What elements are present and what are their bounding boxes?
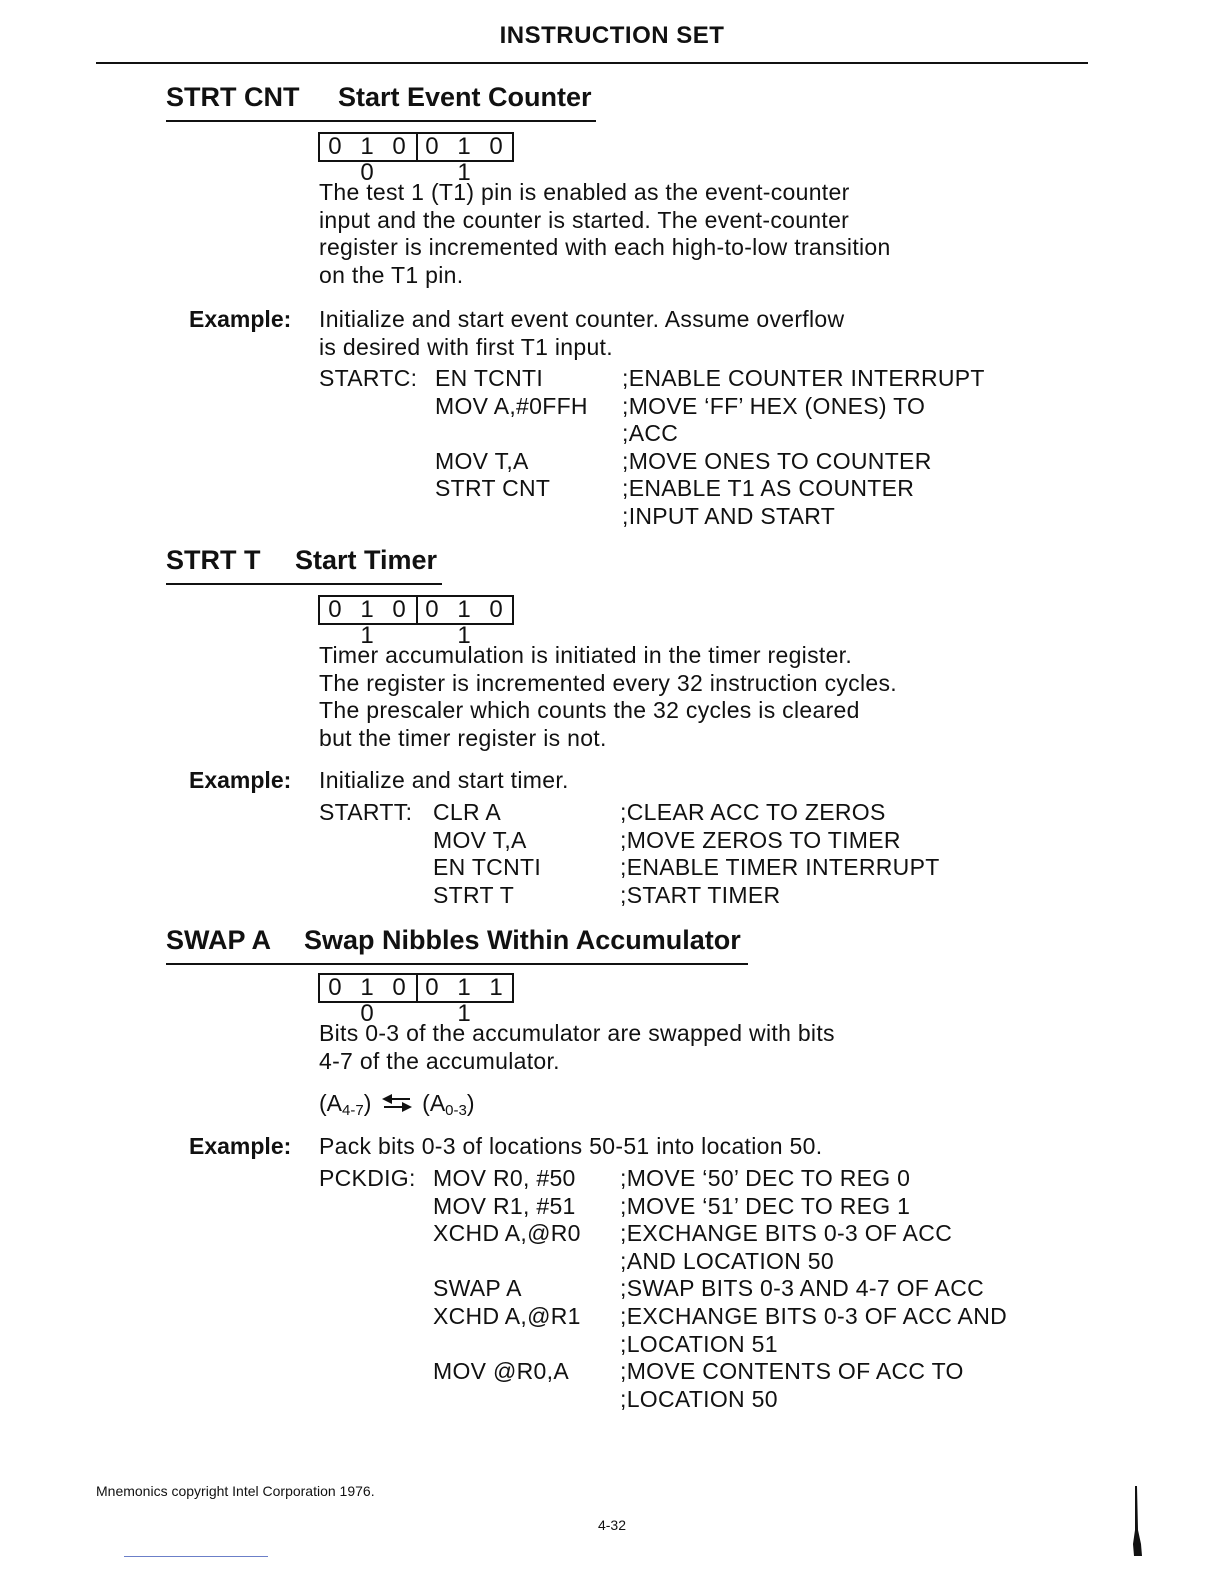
opcode-low-nibble: 0 1 1 1 <box>416 975 512 1001</box>
code-comment: ;ENABLE T1 AS COUNTER <box>622 475 915 502</box>
code-line <box>319 1248 1079 1276</box>
code-comment: ;MOVE ‘51’ DEC TO REG 1 <box>620 1192 911 1219</box>
code-comment: ;INPUT AND START <box>622 502 836 529</box>
opcode-high-nibble: 0 1 0 1 <box>328 596 412 649</box>
description-line: on the T1 pin. <box>319 261 464 288</box>
code-comment: ;EXCHANGE BITS 0-3 OF ACC <box>620 1220 953 1247</box>
description-line: The register is incremented every 32 instruction cycles. <box>319 669 897 696</box>
formula-left: A <box>326 1090 343 1116</box>
example-label: Example: <box>189 306 292 332</box>
code-label: PCKDIG: <box>319 1165 416 1191</box>
code-listing <box>319 365 1079 531</box>
section-rule <box>166 583 442 585</box>
code-comment: ;LOCATION 50 <box>620 1385 778 1412</box>
description-line: Timer accumulation is initiated in the timer register. <box>319 642 853 668</box>
code-line <box>319 393 1079 421</box>
example-text-line: is desired with first T1 input. <box>319 333 613 360</box>
description-line: but the timer register is not. <box>319 724 607 751</box>
section-rule <box>166 120 596 122</box>
code-line <box>319 1331 1079 1359</box>
code-instruction: STRT CNT <box>435 475 551 502</box>
scan-edge-line <box>124 1556 268 1557</box>
code-comment: ;MOVE CONTENTS OF ACC TO <box>620 1358 964 1385</box>
section-mnemonic: STRT T <box>166 545 261 575</box>
code-line <box>319 799 1079 827</box>
code-comment: ;LOCATION 51 <box>620 1330 778 1357</box>
section-mnemonic: SWAP A <box>166 925 272 955</box>
example-text <box>319 306 844 361</box>
code-line <box>319 1358 1079 1386</box>
page-header-title: INSTRUCTION SET <box>499 22 725 49</box>
code-listing <box>319 799 1079 909</box>
code-comment: ;MOVE ONES TO COUNTER <box>622 447 932 474</box>
code-comment: ;START TIMER <box>620 881 781 908</box>
section-rule <box>166 963 748 965</box>
code-instruction: XCHD A,@R0 <box>433 1220 581 1247</box>
code-line <box>319 1275 1079 1303</box>
code-listing <box>319 1165 1079 1413</box>
section-name: Start Event Counter <box>338 82 592 112</box>
example-text <box>319 767 569 795</box>
description-line: The prescaler which counts the 32 cycles is cleared <box>319 697 860 724</box>
code-line <box>319 1303 1079 1331</box>
code-instruction: EN TCNTI <box>435 365 544 391</box>
description-line: Bits 0-3 of the accumulator are swapped with bits <box>319 1020 835 1046</box>
swap-formula: $(A_{4-7})$ $(A_{0-3})$ <box>319 1090 475 1119</box>
code-comment: ;EXCHANGE BITS 0-3 OF ACC AND <box>620 1302 1008 1329</box>
code-instruction: STRT T <box>433 881 515 908</box>
section-heading-strt-t <box>166 545 437 576</box>
opcode-low-nibble: 0 1 0 1 <box>416 597 512 623</box>
code-comment: ;CLEAR ACC TO ZEROS <box>620 799 886 825</box>
code-instruction: MOV T,A <box>433 826 527 853</box>
code-line <box>319 827 1079 855</box>
code-instruction: MOV T,A <box>435 447 529 474</box>
description-line: input and the counter is started. The event-counter <box>319 206 850 233</box>
example-label: Example: <box>189 767 292 793</box>
formula-right: A <box>429 1090 446 1116</box>
opcode-box <box>318 132 514 186</box>
opcode-box <box>318 595 514 649</box>
code-comment: ;ENABLE COUNTER INTERRUPT <box>622 365 985 391</box>
code-line <box>319 365 1079 393</box>
code-instruction: MOV @R0,A <box>433 1358 569 1385</box>
code-line <box>319 448 1079 476</box>
section-description <box>319 642 897 752</box>
code-line <box>319 1165 1079 1193</box>
code-comment: ;AND LOCATION 50 <box>620 1247 834 1274</box>
page-number: 4-32 <box>597 1517 627 1533</box>
code-comment: ;MOVE ‘50’ DEC TO REG 0 <box>620 1165 911 1191</box>
code-line <box>319 1386 1079 1414</box>
opcode-box <box>318 973 514 1027</box>
header-rule <box>96 62 1088 64</box>
scan-edge-mark <box>1126 1486 1146 1558</box>
opcode-high-nibble: 0 1 0 0 <box>328 974 412 1027</box>
code-line <box>319 420 1079 448</box>
code-instruction: CLR A <box>433 799 501 825</box>
section-name: Start Timer <box>295 545 438 575</box>
code-instruction: MOV R1, #51 <box>433 1192 576 1219</box>
opcode-high-nibble: 0 1 0 0 <box>328 133 412 186</box>
copyright-notice: Mnemonics copyright Intel Corporation 1976. <box>96 1483 375 1499</box>
code-instruction: MOV A,#0FFH <box>435 392 588 419</box>
code-comment: ;ACC <box>622 420 679 447</box>
code-line <box>319 1220 1079 1248</box>
code-line <box>319 854 1079 882</box>
opcode-low-nibble: 0 1 0 1 <box>416 134 512 160</box>
code-label: STARTT: <box>319 799 413 825</box>
code-line <box>319 503 1079 531</box>
code-label: STARTC: <box>319 365 418 391</box>
section-description <box>319 1020 835 1075</box>
description-line: The test 1 (T1) pin is enabled as the event-counter <box>319 179 850 205</box>
code-instruction: XCHD A,@R1 <box>433 1302 581 1329</box>
section-description <box>319 179 891 289</box>
code-comment: ;ENABLE TIMER INTERRUPT <box>620 854 940 881</box>
description-line: 4-7 of the accumulator. <box>319 1047 560 1074</box>
description-line: register is incremented with each high-to-low transition <box>319 234 891 261</box>
exchange-arrows-icon <box>380 1092 414 1114</box>
code-instruction: MOV R0, #50 <box>433 1165 576 1191</box>
example-text <box>319 1133 822 1161</box>
example-text-line: Initialize and start timer. <box>319 767 569 793</box>
example-text-line: Pack bits 0-3 of locations 50-51 into location 50. <box>319 1133 823 1159</box>
section-mnemonic: STRT CNT <box>166 82 300 112</box>
formula-left-subscript: 4-7 <box>342 1102 364 1119</box>
code-line <box>319 882 1079 910</box>
code-line <box>319 1193 1079 1221</box>
code-comment: ;SWAP BITS 0-3 AND 4-7 OF ACC <box>620 1275 985 1302</box>
code-instruction: EN TCNTI <box>433 854 542 881</box>
formula-right-subscript: 0-3 <box>445 1102 467 1119</box>
code-instruction: SWAP A <box>433 1275 522 1302</box>
example-text-line: Initialize and start event counter. Assume overflow <box>319 306 845 332</box>
section-name: Swap Nibbles Within Accumulator <box>304 925 741 955</box>
code-line <box>319 475 1079 503</box>
example-label: Example: <box>189 1133 292 1159</box>
section-heading-strt-cnt <box>166 82 592 113</box>
code-comment: ;MOVE ‘FF’ HEX (ONES) TO <box>622 392 926 419</box>
code-comment: ;MOVE ZEROS TO TIMER <box>620 826 901 853</box>
section-heading-swap-a <box>166 925 741 956</box>
